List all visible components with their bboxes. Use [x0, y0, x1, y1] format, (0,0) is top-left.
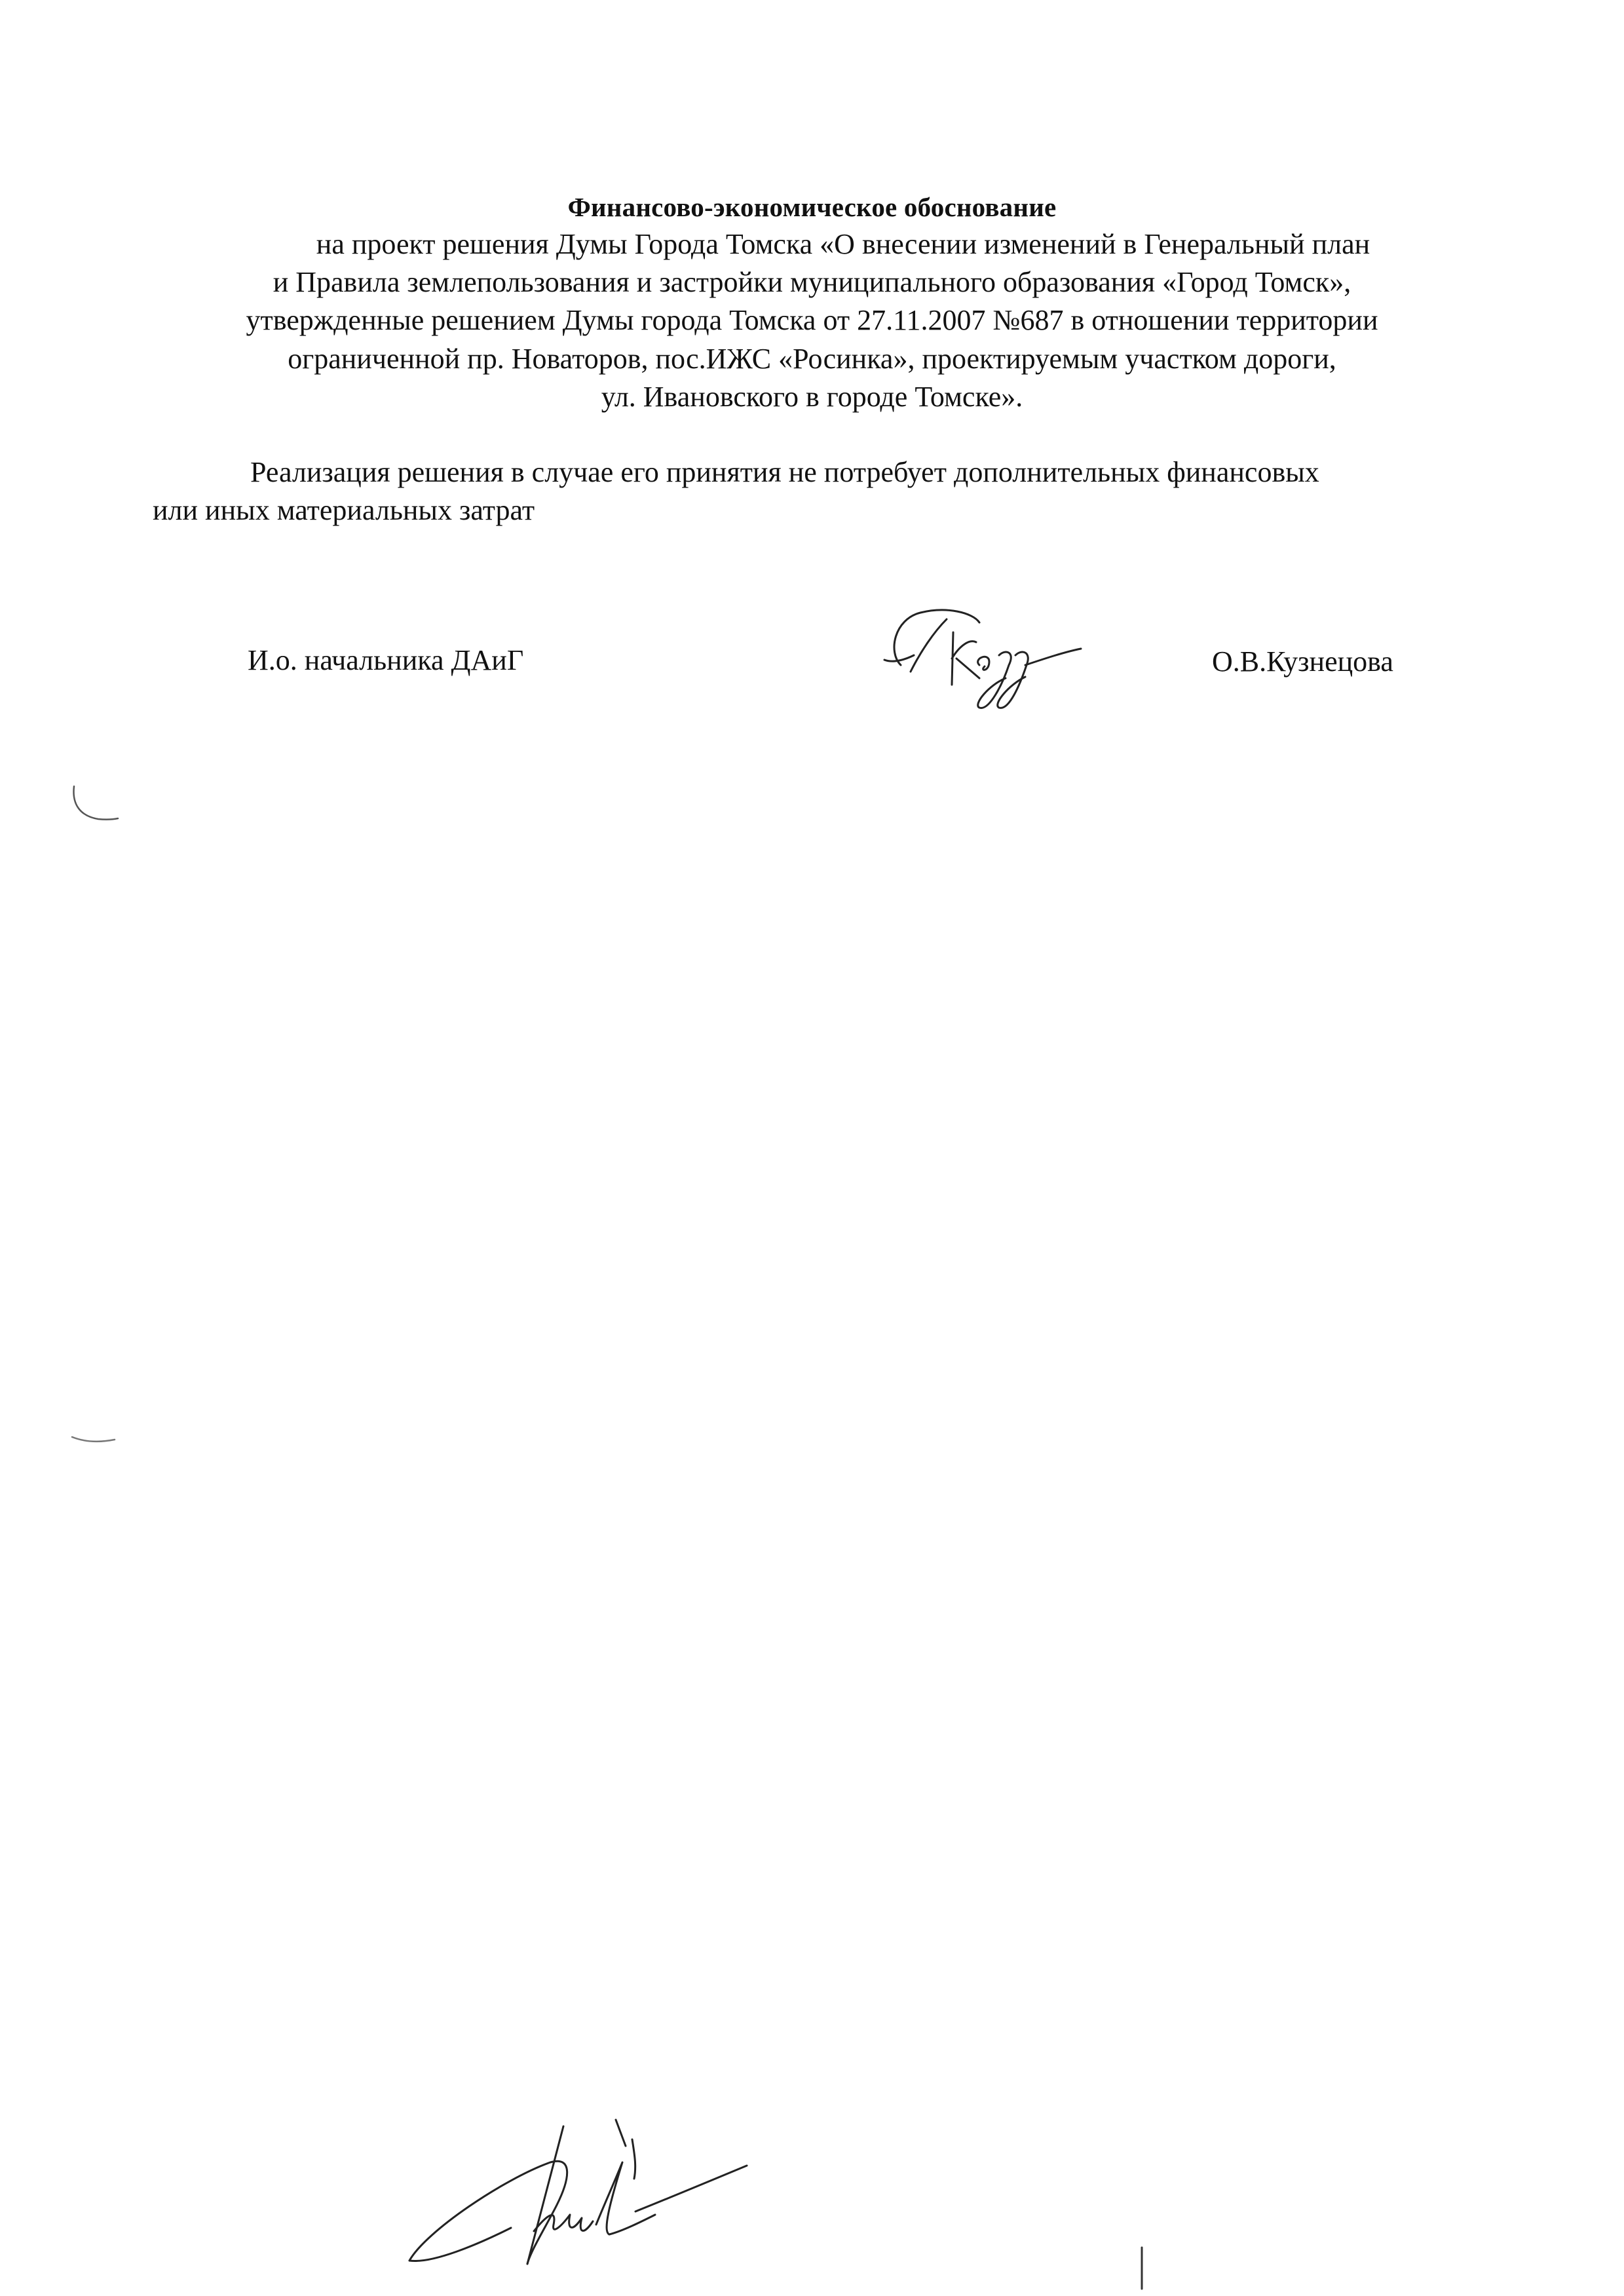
scan-margin-mark-icon	[69, 783, 121, 829]
subtitle-line-4: ограниченной пр. Новаторов, пос.ИЖС «Росинка», проектируемым участком дороги,	[288, 343, 1336, 375]
subtitle-line-1: на проект решения Думы Города Томска «О внесении изменений в Генеральный план	[316, 228, 1370, 260]
handwritten-signature-icon	[875, 593, 1084, 724]
body-paragraph-line-1: Реализация решения в случае его принятия не потребует дополнительных финансовых	[250, 456, 1319, 488]
subtitle-line-5: ул. Ивановского в городе Томске».	[601, 381, 1023, 413]
signatory-name: О.В.Кузнецова	[1212, 645, 1393, 678]
scan-edge-mark-icon	[1139, 2244, 1145, 2290]
body-paragraph-line-2: или иных материальных затрат	[153, 494, 535, 526]
subtitle-line-2: и Правила землепользования и застройки муниципального образования «Город Томск»,	[273, 266, 1351, 298]
handwritten-signature-icon	[406, 2100, 760, 2277]
document-title: Финансово-экономическое обоснование	[567, 192, 1057, 222]
signatory-role: И.о. начальника ДАиГ	[248, 644, 524, 676]
subtitle-line-3: утвержденные решением Думы города Томска от 27.11.2007 №687 в отношении территории	[246, 304, 1378, 336]
scan-margin-mark-icon	[69, 1425, 121, 1451]
